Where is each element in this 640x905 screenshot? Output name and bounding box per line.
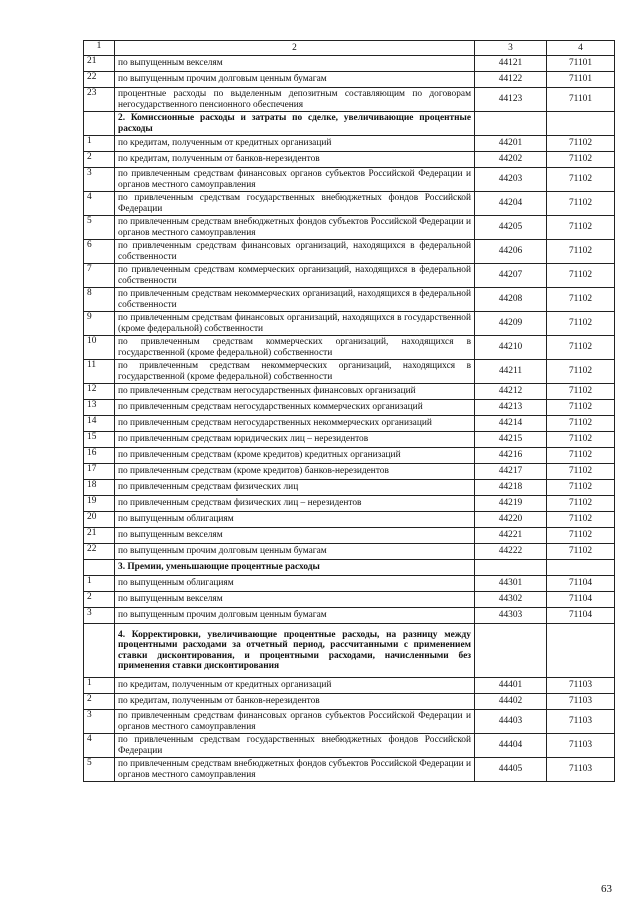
row-description: по выпущенным векселям [115, 56, 475, 72]
row-description: по кредитам, полученным от банков-нерезидентов [115, 152, 475, 168]
row-number: 5 [84, 758, 115, 782]
symbol-code [547, 624, 615, 678]
account-code: 44403 [475, 710, 547, 734]
row-description: по привлеченным средствам физических лиц [115, 480, 475, 496]
row-description: по привлеченным средствам финансовых органов субъектов Российской Федерации и органов местного самоуправления [115, 710, 475, 734]
row-number: 8 [84, 288, 115, 312]
account-code: 44404 [475, 734, 547, 758]
row-description: по выпущенным прочим долговым ценным бумагам [115, 544, 475, 560]
row-description: по кредитам, полученным от кредитных организаций [115, 678, 475, 694]
account-code: 44214 [475, 416, 547, 432]
account-code: 44210 [475, 336, 547, 360]
symbol-code: 71101 [547, 88, 615, 112]
row-description: по привлеченным средствам государственных внебюджетных фондов Российской Федерации [115, 192, 475, 216]
account-code: 44123 [475, 88, 547, 112]
table-row [84, 400, 615, 416]
symbol-code: 71103 [547, 734, 615, 758]
row-description: по привлеченным средствам негосударственных финансовых организаций [115, 384, 475, 400]
account-code: 44219 [475, 496, 547, 512]
row-description: по привлеченным средствам (кроме кредитов) банков-нерезидентов [115, 464, 475, 480]
row-description: по привлеченным средствам негосударственных некоммерческих организаций [115, 416, 475, 432]
account-code: 44221 [475, 528, 547, 544]
row-description: по выпущенным облигациям [115, 512, 475, 528]
row-description: по привлеченным средствам государственных внебюджетных фондов Российской Федерации [115, 734, 475, 758]
symbol-code: 71103 [547, 678, 615, 694]
section-row [84, 624, 615, 678]
symbol-code: 71103 [547, 694, 615, 710]
account-code: 44213 [475, 400, 547, 416]
table-row [84, 464, 615, 480]
table-row [84, 678, 615, 694]
section-row [84, 560, 615, 576]
row-description: по выпущенным векселям [115, 528, 475, 544]
row-number: 20 [84, 512, 115, 528]
symbol-code: 71101 [547, 72, 615, 88]
account-code: 44217 [475, 464, 547, 480]
symbol-code: 71102 [547, 544, 615, 560]
row-number: 1 [84, 576, 115, 592]
row-number [84, 560, 115, 576]
row-number: 2 [84, 694, 115, 710]
section-title: 2. Комиссионные расходы и затраты по сделке, увеличивающие процентные расходы [115, 112, 475, 136]
table-row [84, 608, 615, 624]
account-code [475, 624, 547, 678]
row-description: по привлеченным средствам физических лиц – нерезидентов [115, 496, 475, 512]
table-row [84, 56, 615, 72]
table-row [84, 72, 615, 88]
header-col-3: 3 [475, 41, 547, 56]
row-number [84, 624, 115, 678]
section-row [84, 112, 615, 136]
account-code: 44401 [475, 678, 547, 694]
symbol-code: 71102 [547, 288, 615, 312]
symbol-code: 71102 [547, 384, 615, 400]
account-code: 44202 [475, 152, 547, 168]
row-number: 6 [84, 240, 115, 264]
table-row [84, 710, 615, 734]
row-number: 2 [84, 152, 115, 168]
account-code: 44206 [475, 240, 547, 264]
header-col-4: 4 [547, 41, 615, 56]
symbol-code: 71102 [547, 496, 615, 512]
row-number: 1 [84, 678, 115, 694]
symbol-code: 71102 [547, 480, 615, 496]
symbol-code: 71102 [547, 192, 615, 216]
row-number: 13 [84, 400, 115, 416]
row-number: 19 [84, 496, 115, 512]
symbol-code: 71102 [547, 264, 615, 288]
account-code: 44218 [475, 480, 547, 496]
table-row [84, 576, 615, 592]
account-code: 44302 [475, 592, 547, 608]
row-description: по привлеченным средствам некоммерческих организаций, находящихся в государственной (кроме федеральной) собственности [115, 360, 475, 384]
account-code: 44204 [475, 192, 547, 216]
table-row [84, 694, 615, 710]
account-code: 44208 [475, 288, 547, 312]
row-number [84, 112, 115, 136]
account-code [475, 560, 547, 576]
row-number: 3 [84, 608, 115, 624]
row-number: 2 [84, 592, 115, 608]
table-row [84, 312, 615, 336]
header-col-1: 1 [84, 41, 115, 56]
row-description: по привлеченным средствам негосударственных коммерческих организаций [115, 400, 475, 416]
header-col-2: 2 [115, 41, 475, 56]
account-code: 44216 [475, 448, 547, 464]
account-code: 44122 [475, 72, 547, 88]
symbol-code: 71104 [547, 576, 615, 592]
account-code: 44212 [475, 384, 547, 400]
row-number: 21 [84, 528, 115, 544]
row-description: процентные расходы по выделенным депозитным составляющим по договорам негосударственного пенсионного обеспечения [115, 88, 475, 112]
row-number: 3 [84, 710, 115, 734]
symbol-code: 71102 [547, 336, 615, 360]
account-code: 44405 [475, 758, 547, 782]
row-number: 12 [84, 384, 115, 400]
row-description: по выпущенным прочим долговым ценным бумагам [115, 72, 475, 88]
row-description: по привлеченным средствам коммерческих организаций, находящихся в государственной (кроме федеральной) собственности [115, 336, 475, 360]
symbol-code: 71102 [547, 152, 615, 168]
table-header-row [84, 41, 615, 56]
table-row [84, 592, 615, 608]
row-number: 18 [84, 480, 115, 496]
account-code: 44303 [475, 608, 547, 624]
account-code: 44222 [475, 544, 547, 560]
account-code [475, 112, 547, 136]
symbol-code: 71101 [547, 56, 615, 72]
account-code: 44201 [475, 136, 547, 152]
row-description: по привлеченным средствам внебюджетных фондов субъектов Российской Федерации и органов местного самоуправления [115, 216, 475, 240]
row-number: 7 [84, 264, 115, 288]
account-code: 44203 [475, 168, 547, 192]
symbol-code: 71102 [547, 464, 615, 480]
row-number: 14 [84, 416, 115, 432]
row-number: 22 [84, 72, 115, 88]
row-number: 10 [84, 336, 115, 360]
table-row [84, 240, 615, 264]
account-code: 44207 [475, 264, 547, 288]
row-description: по кредитам, полученным от банков-нерезидентов [115, 694, 475, 710]
row-description: по выпущенным векселям [115, 592, 475, 608]
symbol-code: 71104 [547, 592, 615, 608]
symbol-code: 71102 [547, 432, 615, 448]
symbol-code [547, 112, 615, 136]
symbol-code: 71102 [547, 240, 615, 264]
page-number: 63 [601, 883, 612, 895]
account-code: 44209 [475, 312, 547, 336]
symbol-code: 71102 [547, 168, 615, 192]
symbol-code: 71102 [547, 512, 615, 528]
table-row [84, 336, 615, 360]
table-row [84, 480, 615, 496]
table-row [84, 528, 615, 544]
symbol-code: 71102 [547, 360, 615, 384]
row-description: по выпущенным прочим долговым ценным бумагам [115, 608, 475, 624]
account-code: 44211 [475, 360, 547, 384]
section-title: 3. Премии, уменьшающие процентные расходы [115, 560, 475, 576]
table-body [84, 41, 615, 782]
symbol-code: 71102 [547, 312, 615, 336]
account-code: 44205 [475, 216, 547, 240]
symbol-code: 71103 [547, 710, 615, 734]
account-code: 44121 [475, 56, 547, 72]
table-row [84, 360, 615, 384]
row-description: по привлеченным средствам юридических лиц – нерезидентов [115, 432, 475, 448]
row-number: 1 [84, 136, 115, 152]
account-code: 44402 [475, 694, 547, 710]
table-row [84, 152, 615, 168]
table-row [84, 136, 615, 152]
table-row [84, 496, 615, 512]
table-row [84, 734, 615, 758]
symbol-code: 71102 [547, 400, 615, 416]
symbol-code: 71102 [547, 448, 615, 464]
symbol-code [547, 560, 615, 576]
row-number: 4 [84, 734, 115, 758]
row-description: по привлеченным средствам финансовых организаций, находящихся в федеральной собственности [115, 240, 475, 264]
symbol-code: 71102 [547, 136, 615, 152]
table-row [84, 264, 615, 288]
table-row [84, 384, 615, 400]
row-description: по привлеченным средствам внебюджетных фондов субъектов Российской Федерации и органов местного самоуправления [115, 758, 475, 782]
row-description: по привлеченным средствам коммерческих организаций, находящихся в федеральной собственности [115, 264, 475, 288]
table-row [84, 432, 615, 448]
row-number: 21 [84, 56, 115, 72]
symbol-code: 71102 [547, 216, 615, 240]
row-number: 9 [84, 312, 115, 336]
table-row [84, 416, 615, 432]
symbol-code: 71102 [547, 416, 615, 432]
row-description: по выпущенным облигациям [115, 576, 475, 592]
symbol-code: 71102 [547, 528, 615, 544]
table-row [84, 544, 615, 560]
row-number: 11 [84, 360, 115, 384]
row-description: по привлеченным средствам финансовых органов субъектов Российской Федерации и органов местного самоуправления [115, 168, 475, 192]
row-number: 3 [84, 168, 115, 192]
account-code: 44215 [475, 432, 547, 448]
row-number: 4 [84, 192, 115, 216]
row-number: 15 [84, 432, 115, 448]
table-row [84, 192, 615, 216]
symbol-code: 71103 [547, 758, 615, 782]
row-number: 22 [84, 544, 115, 560]
symbol-code: 71104 [547, 608, 615, 624]
account-code: 44220 [475, 512, 547, 528]
row-number: 23 [84, 88, 115, 112]
row-number: 5 [84, 216, 115, 240]
table-row [84, 758, 615, 782]
account-code: 44301 [475, 576, 547, 592]
table-row [84, 448, 615, 464]
row-description: по привлеченным средствам некоммерческих организаций, находящихся в федеральной собственности [115, 288, 475, 312]
section-title: 4. Корректировки, увеличивающие процентные расходы, на разницу между процентными расходами за отчетный период, рассчитанными с применением ставки дисконтирования, и процентными расходами, начисленными без применения ставки дисконтирования [115, 624, 475, 678]
table-row [84, 216, 615, 240]
table-row [84, 288, 615, 312]
row-description: по привлеченным средствам финансовых организаций, находящихся в государственной (кроме федеральной) собственности [115, 312, 475, 336]
accounts-table [83, 40, 615, 782]
table-row [84, 512, 615, 528]
row-number: 16 [84, 448, 115, 464]
table-row [84, 88, 615, 112]
row-description: по привлеченным средствам (кроме кредитов) кредитных организаций [115, 448, 475, 464]
row-description: по кредитам, полученным от кредитных организаций [115, 136, 475, 152]
table-row [84, 168, 615, 192]
row-number: 17 [84, 464, 115, 480]
